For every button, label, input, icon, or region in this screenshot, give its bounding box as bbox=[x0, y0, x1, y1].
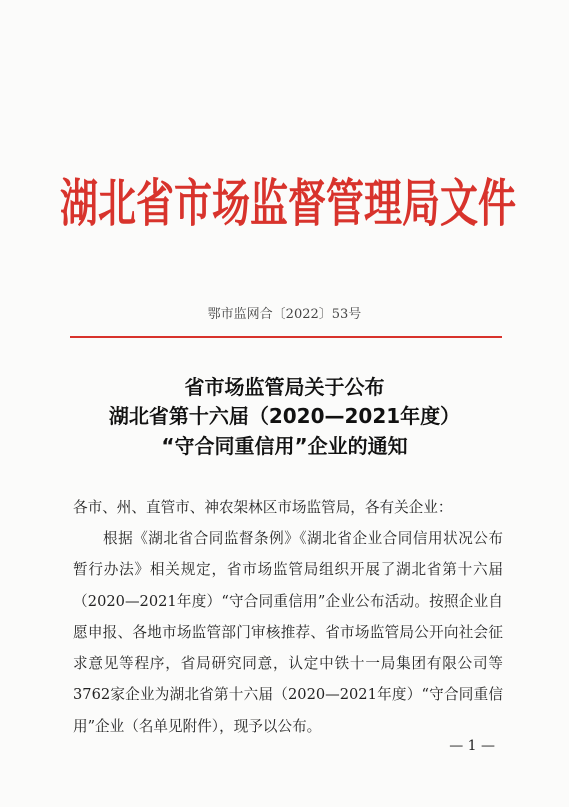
page-number: — 1 — bbox=[449, 738, 495, 754]
notice-title-line-2: 湖北省第十六届（2020—2021年度） bbox=[108, 404, 461, 428]
salutation: 各市、州、直管市、神农架林区市场监管局，各有关企业： bbox=[73, 499, 453, 516]
notice-title-line-1: 省市场监管局关于公布 bbox=[184, 375, 385, 399]
red-divider bbox=[70, 336, 502, 338]
notice-title-line-3: “守合同重信用”企业的通知 bbox=[161, 434, 408, 458]
body-paragraph: 根据《湖北省合同监督条例》《湖北省企业合同信用状况公布暂行办法》相关规定，省市场监管局组织开展了湖北省第十六届（2020—2021年度）“守合同重信用”企业公布活动。按照企业自愿申报、各地市场监管部门审核推荐、省市场监管局公开向社会征求意见等程序，省局研究同意，认定中铁十一局集团有限公司等3762家企业为湖北省第十六届（2020—2021年度）“守合同重信用”企业（名单见附件），现予以公布。 bbox=[73, 530, 503, 735]
issuer-title: 湖北省市场监督管理局文件 bbox=[59, 172, 516, 234]
document-number: 鄂市监网合〔2022〕53号 bbox=[207, 307, 362, 322]
